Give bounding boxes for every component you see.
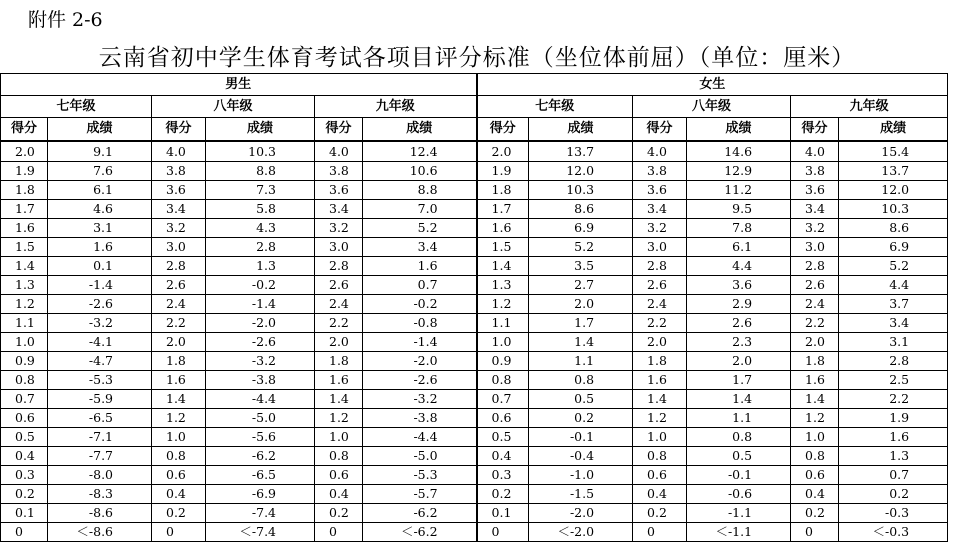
- score-cell: 1.4: [477, 257, 529, 276]
- score-cell: 3.4: [152, 200, 206, 219]
- score-cell: 0.1: [1, 504, 48, 523]
- score-cell: 3.4: [633, 200, 687, 219]
- result-cell: 12.4: [363, 141, 477, 162]
- score-cell: 0.8: [477, 371, 529, 390]
- score-cell: 3.6: [791, 181, 839, 200]
- table-row: [1, 447, 948, 466]
- result-cell: 7.3: [206, 181, 315, 200]
- column-header-score: 得分: [791, 118, 839, 142]
- score-cell: 0.4: [1, 447, 48, 466]
- result-cell: -5.3: [48, 371, 152, 390]
- result-cell: 2.9: [687, 295, 791, 314]
- score-cell: 0.6: [791, 466, 839, 485]
- score-cell: 2.8: [791, 257, 839, 276]
- score-cell: 0.4: [315, 485, 363, 504]
- column-header-score: 得分: [633, 118, 687, 142]
- score-cell: 1.8: [1, 181, 48, 200]
- score-cell: 1.6: [1, 219, 48, 238]
- score-cell: 2.4: [633, 295, 687, 314]
- column-header-result: 成绩: [363, 118, 477, 142]
- gender-header-female: 女生: [477, 74, 948, 96]
- result-cell: 1.3: [839, 447, 948, 466]
- attachment-label: 附件 2-6: [28, 9, 103, 31]
- table-row: [1, 238, 948, 257]
- result-cell: 13.7: [529, 141, 633, 162]
- result-cell: ＜-0.3: [839, 523, 948, 542]
- table-row: [1, 295, 948, 314]
- result-cell: 1.6: [48, 238, 152, 257]
- column-header-result: 成绩: [839, 118, 948, 142]
- score-cell: 1.8: [633, 352, 687, 371]
- table-row: [1, 390, 948, 409]
- result-cell: ＜-6.2: [363, 523, 477, 542]
- score-cell: 3.6: [315, 181, 363, 200]
- score-cell: 0: [1, 523, 48, 542]
- result-cell: -7.4: [206, 504, 315, 523]
- table-row: [1, 333, 948, 352]
- score-cell: 4.0: [633, 141, 687, 162]
- result-cell: 8.8: [206, 162, 315, 181]
- score-cell: 1.2: [633, 409, 687, 428]
- score-cell: 4.0: [315, 141, 363, 162]
- result-cell: 2.0: [687, 352, 791, 371]
- score-cell: 3.8: [791, 162, 839, 181]
- score-cell: 2.2: [633, 314, 687, 333]
- result-cell: -1.4: [206, 295, 315, 314]
- score-cell: 0.5: [1, 428, 48, 447]
- score-cell: 0.8: [633, 447, 687, 466]
- score-cell: 1.4: [633, 390, 687, 409]
- result-cell: -2.6: [363, 371, 477, 390]
- result-cell: 7.8: [687, 219, 791, 238]
- result-cell: -7.7: [48, 447, 152, 466]
- result-cell: 5.8: [206, 200, 315, 219]
- result-cell: 2.8: [206, 238, 315, 257]
- result-cell: -1.4: [363, 333, 477, 352]
- result-cell: 3.5: [529, 257, 633, 276]
- result-cell: 0.1: [48, 257, 152, 276]
- score-cell: 2.0: [315, 333, 363, 352]
- result-cell: -5.3: [363, 466, 477, 485]
- score-cell: 3.2: [315, 219, 363, 238]
- table-row: [1, 181, 948, 200]
- score-cell: 0.5: [477, 428, 529, 447]
- result-cell: 2.5: [839, 371, 948, 390]
- score-cell: 2.0: [477, 141, 529, 162]
- result-cell: ＜-2.0: [529, 523, 633, 542]
- result-cell: -4.4: [206, 390, 315, 409]
- score-cell: 2.8: [152, 257, 206, 276]
- result-cell: 0.5: [687, 447, 791, 466]
- score-cell: 0: [315, 523, 363, 542]
- score-cell: 0.9: [477, 352, 529, 371]
- score-cell: 1.0: [633, 428, 687, 447]
- score-cell: 3.4: [315, 200, 363, 219]
- result-cell: -1.1: [687, 504, 791, 523]
- score-cell: 4.0: [791, 141, 839, 162]
- score-cell: 2.0: [152, 333, 206, 352]
- result-cell: -0.3: [839, 504, 948, 523]
- result-cell: 10.6: [363, 162, 477, 181]
- score-cell: 0.3: [477, 466, 529, 485]
- result-cell: 2.8: [839, 352, 948, 371]
- gender-header-male: 男生: [1, 74, 477, 96]
- score-cell: 2.4: [152, 295, 206, 314]
- result-cell: 0.2: [529, 409, 633, 428]
- page-title: 云南省初中学生体育考试各项目评分标准（坐位体前屈）（单位：厘米）: [98, 45, 856, 71]
- result-cell: -0.8: [363, 314, 477, 333]
- score-cell: 1.8: [477, 181, 529, 200]
- result-cell: 3.1: [48, 219, 152, 238]
- result-cell: 15.4: [839, 141, 948, 162]
- result-cell: -0.4: [529, 447, 633, 466]
- result-cell: 2.0: [529, 295, 633, 314]
- score-cell: 2.0: [1, 141, 48, 162]
- result-cell: 12.0: [529, 162, 633, 181]
- score-cell: 1.2: [152, 409, 206, 428]
- score-cell: 0.6: [315, 466, 363, 485]
- result-cell: 1.6: [363, 257, 477, 276]
- result-cell: -1.5: [529, 485, 633, 504]
- score-cell: 3.2: [791, 219, 839, 238]
- score-cell: 1.8: [791, 352, 839, 371]
- score-cell: 0.1: [477, 504, 529, 523]
- score-cell: 0.3: [1, 466, 48, 485]
- result-cell: -6.2: [363, 504, 477, 523]
- result-cell: -6.5: [48, 409, 152, 428]
- score-cell: 0: [791, 523, 839, 542]
- scoring-table: [0, 73, 948, 542]
- result-cell: 2.3: [687, 333, 791, 352]
- result-cell: -4.1: [48, 333, 152, 352]
- result-cell: 4.3: [206, 219, 315, 238]
- score-cell: 2.6: [315, 276, 363, 295]
- score-cell: 0.6: [152, 466, 206, 485]
- score-cell: 0.4: [791, 485, 839, 504]
- result-cell: -8.6: [48, 504, 152, 523]
- result-cell: 0.5: [529, 390, 633, 409]
- score-cell: 0.8: [152, 447, 206, 466]
- score-cell: 2.8: [315, 257, 363, 276]
- score-cell: 0: [477, 523, 529, 542]
- score-cell: 1.6: [791, 371, 839, 390]
- score-cell: 1.4: [791, 390, 839, 409]
- score-cell: 0.2: [791, 504, 839, 523]
- table-row: [1, 200, 948, 219]
- result-cell: -2.6: [206, 333, 315, 352]
- score-cell: 1.9: [1, 162, 48, 181]
- result-cell: 2.2: [839, 390, 948, 409]
- score-cell: 2.6: [152, 276, 206, 295]
- score-cell: 3.0: [315, 238, 363, 257]
- score-cell: 0.6: [477, 409, 529, 428]
- result-cell: -4.4: [363, 428, 477, 447]
- column-header-score: 得分: [152, 118, 206, 142]
- result-cell: -0.6: [687, 485, 791, 504]
- result-cell: 1.6: [839, 428, 948, 447]
- result-cell: -0.2: [363, 295, 477, 314]
- result-cell: -3.8: [206, 371, 315, 390]
- result-cell: -2.0: [206, 314, 315, 333]
- score-cell: 3.2: [152, 219, 206, 238]
- table-row: [1, 485, 948, 504]
- table-row: [1, 466, 948, 485]
- result-cell: 3.7: [839, 295, 948, 314]
- score-cell: 3.0: [152, 238, 206, 257]
- result-cell: 6.9: [529, 219, 633, 238]
- result-cell: 1.7: [687, 371, 791, 390]
- result-cell: 0.8: [687, 428, 791, 447]
- score-cell: 2.8: [633, 257, 687, 276]
- score-cell: 0.7: [1, 390, 48, 409]
- result-cell: ＜-7.4: [206, 523, 315, 542]
- score-cell: 3.2: [633, 219, 687, 238]
- score-cell: 0.4: [152, 485, 206, 504]
- result-cell: -2.0: [363, 352, 477, 371]
- score-cell: 2.6: [633, 276, 687, 295]
- score-cell: 1.8: [315, 352, 363, 371]
- result-cell: 10.3: [206, 141, 315, 162]
- score-cell: 3.4: [791, 200, 839, 219]
- result-cell: 11.2: [687, 181, 791, 200]
- result-cell: 3.4: [363, 238, 477, 257]
- result-cell: 12.0: [839, 181, 948, 200]
- result-cell: 4.6: [48, 200, 152, 219]
- score-cell: 1.2: [1, 295, 48, 314]
- score-cell: 3.6: [633, 181, 687, 200]
- result-cell: 0.8: [529, 371, 633, 390]
- score-cell: 0.2: [633, 504, 687, 523]
- result-cell: 4.4: [687, 257, 791, 276]
- result-cell: 10.3: [839, 200, 948, 219]
- score-cell: 2.2: [152, 314, 206, 333]
- result-cell: -1.4: [48, 276, 152, 295]
- score-cell: 3.0: [791, 238, 839, 257]
- result-cell: 6.1: [687, 238, 791, 257]
- result-cell: -0.1: [687, 466, 791, 485]
- result-cell: -6.9: [206, 485, 315, 504]
- score-cell: 1.4: [1, 257, 48, 276]
- score-cell: 1.7: [477, 200, 529, 219]
- result-cell: 3.4: [839, 314, 948, 333]
- result-cell: 1.9: [839, 409, 948, 428]
- result-cell: 7.0: [363, 200, 477, 219]
- result-cell: 8.6: [529, 200, 633, 219]
- result-cell: 8.6: [839, 219, 948, 238]
- score-cell: 0.4: [633, 485, 687, 504]
- score-cell: 1.0: [152, 428, 206, 447]
- score-cell: 1.4: [315, 390, 363, 409]
- result-cell: -0.2: [206, 276, 315, 295]
- result-cell: 8.8: [363, 181, 477, 200]
- result-cell: 0.7: [839, 466, 948, 485]
- result-cell: -6.2: [206, 447, 315, 466]
- table-row: [1, 314, 948, 333]
- result-cell: 2.7: [529, 276, 633, 295]
- result-cell: 1.3: [206, 257, 315, 276]
- score-cell: 2.4: [315, 295, 363, 314]
- score-cell: 1.1: [477, 314, 529, 333]
- result-cell: -6.5: [206, 466, 315, 485]
- result-cell: 5.2: [363, 219, 477, 238]
- table-row: [1, 162, 948, 181]
- result-cell: 7.6: [48, 162, 152, 181]
- score-cell: 2.4: [791, 295, 839, 314]
- result-cell: 9.5: [687, 200, 791, 219]
- score-cell: 0.2: [1, 485, 48, 504]
- result-cell: 6.1: [48, 181, 152, 200]
- score-cell: 0: [152, 523, 206, 542]
- score-cell: 0.9: [1, 352, 48, 371]
- column-header-score: 得分: [1, 118, 48, 142]
- result-cell: 3.6: [687, 276, 791, 295]
- column-header-score: 得分: [477, 118, 529, 142]
- score-cell: 1.0: [791, 428, 839, 447]
- score-cell: 0.8: [1, 371, 48, 390]
- result-cell: 1.1: [687, 409, 791, 428]
- score-cell: 3.8: [315, 162, 363, 181]
- result-cell: -0.1: [529, 428, 633, 447]
- result-cell: -3.2: [48, 314, 152, 333]
- result-cell: -5.6: [206, 428, 315, 447]
- table-row: [1, 409, 948, 428]
- result-cell: -3.2: [363, 390, 477, 409]
- score-cell: 2.0: [633, 333, 687, 352]
- result-cell: 1.4: [529, 333, 633, 352]
- score-cell: 0.8: [315, 447, 363, 466]
- column-header-result: 成绩: [48, 118, 152, 142]
- result-cell: 1.4: [687, 390, 791, 409]
- column-header-result: 成绩: [529, 118, 633, 142]
- grade-header: 七年级: [477, 96, 633, 118]
- grade-header: 八年级: [152, 96, 315, 118]
- result-cell: -5.0: [206, 409, 315, 428]
- grade-header: 八年级: [633, 96, 791, 118]
- table-row: [1, 141, 948, 162]
- score-cell: 1.2: [477, 295, 529, 314]
- table-row: [1, 523, 948, 542]
- score-cell: 0.7: [477, 390, 529, 409]
- result-cell: 5.2: [529, 238, 633, 257]
- result-cell: ＜-8.6: [48, 523, 152, 542]
- result-cell: 14.6: [687, 141, 791, 162]
- column-header-result: 成绩: [206, 118, 315, 142]
- score-cell: 0: [633, 523, 687, 542]
- score-cell: 1.6: [633, 371, 687, 390]
- score-cell: 3.0: [633, 238, 687, 257]
- score-cell: 1.5: [1, 238, 48, 257]
- column-header-result: 成绩: [687, 118, 791, 142]
- table-row: [1, 276, 948, 295]
- result-cell: -5.0: [363, 447, 477, 466]
- score-cell: 4.0: [152, 141, 206, 162]
- result-cell: 5.2: [839, 257, 948, 276]
- result-cell: -7.1: [48, 428, 152, 447]
- result-cell: 4.4: [839, 276, 948, 295]
- grade-header: 九年级: [315, 96, 477, 118]
- result-cell: ＜-1.1: [687, 523, 791, 542]
- score-cell: 2.0: [791, 333, 839, 352]
- score-cell: 0.2: [152, 504, 206, 523]
- result-cell: 0.2: [839, 485, 948, 504]
- grade-header: 七年级: [1, 96, 152, 118]
- score-cell: 0.4: [477, 447, 529, 466]
- score-cell: 1.7: [1, 200, 48, 219]
- table-row: [1, 219, 948, 238]
- score-cell: 0.6: [1, 409, 48, 428]
- result-cell: -8.3: [48, 485, 152, 504]
- score-cell: 1.0: [1, 333, 48, 352]
- result-cell: 12.9: [687, 162, 791, 181]
- score-cell: 1.6: [152, 371, 206, 390]
- result-cell: 2.6: [687, 314, 791, 333]
- score-cell: 1.2: [315, 409, 363, 428]
- score-cell: 1.5: [477, 238, 529, 257]
- table-row: [1, 371, 948, 390]
- score-cell: 2.2: [315, 314, 363, 333]
- score-cell: 2.6: [791, 276, 839, 295]
- score-cell: 1.3: [477, 276, 529, 295]
- result-cell: -3.8: [363, 409, 477, 428]
- result-cell: -3.2: [206, 352, 315, 371]
- table-row: [1, 504, 948, 523]
- score-cell: 1.8: [152, 352, 206, 371]
- score-cell: 3.8: [152, 162, 206, 181]
- score-cell: 1.0: [315, 428, 363, 447]
- score-cell: 0.8: [791, 447, 839, 466]
- score-cell: 1.9: [477, 162, 529, 181]
- score-cell: 1.0: [477, 333, 529, 352]
- result-cell: 3.1: [839, 333, 948, 352]
- result-cell: 0.7: [363, 276, 477, 295]
- score-cell: 1.3: [1, 276, 48, 295]
- score-cell: 0.2: [315, 504, 363, 523]
- score-cell: 0.6: [633, 466, 687, 485]
- table-row: [1, 257, 948, 276]
- grade-header: 九年级: [791, 96, 948, 118]
- score-cell: 1.1: [1, 314, 48, 333]
- score-cell: 3.6: [152, 181, 206, 200]
- result-cell: 9.1: [48, 141, 152, 162]
- score-cell: 1.2: [791, 409, 839, 428]
- score-cell: 1.6: [315, 371, 363, 390]
- result-cell: 10.3: [529, 181, 633, 200]
- score-cell: 0.2: [477, 485, 529, 504]
- score-cell: 1.4: [152, 390, 206, 409]
- result-cell: 1.7: [529, 314, 633, 333]
- result-cell: 6.9: [839, 238, 948, 257]
- result-cell: 1.1: [529, 352, 633, 371]
- column-header-score: 得分: [315, 118, 363, 142]
- result-cell: -2.6: [48, 295, 152, 314]
- result-cell: -8.0: [48, 466, 152, 485]
- score-cell: 3.8: [633, 162, 687, 181]
- result-cell: -4.7: [48, 352, 152, 371]
- result-cell: 13.7: [839, 162, 948, 181]
- table-row: [1, 428, 948, 447]
- score-cell: 1.6: [477, 219, 529, 238]
- score-cell: 2.2: [791, 314, 839, 333]
- result-cell: -2.0: [529, 504, 633, 523]
- result-cell: -5.7: [363, 485, 477, 504]
- table-row: [1, 352, 948, 371]
- result-cell: -1.0: [529, 466, 633, 485]
- result-cell: -5.9: [48, 390, 152, 409]
